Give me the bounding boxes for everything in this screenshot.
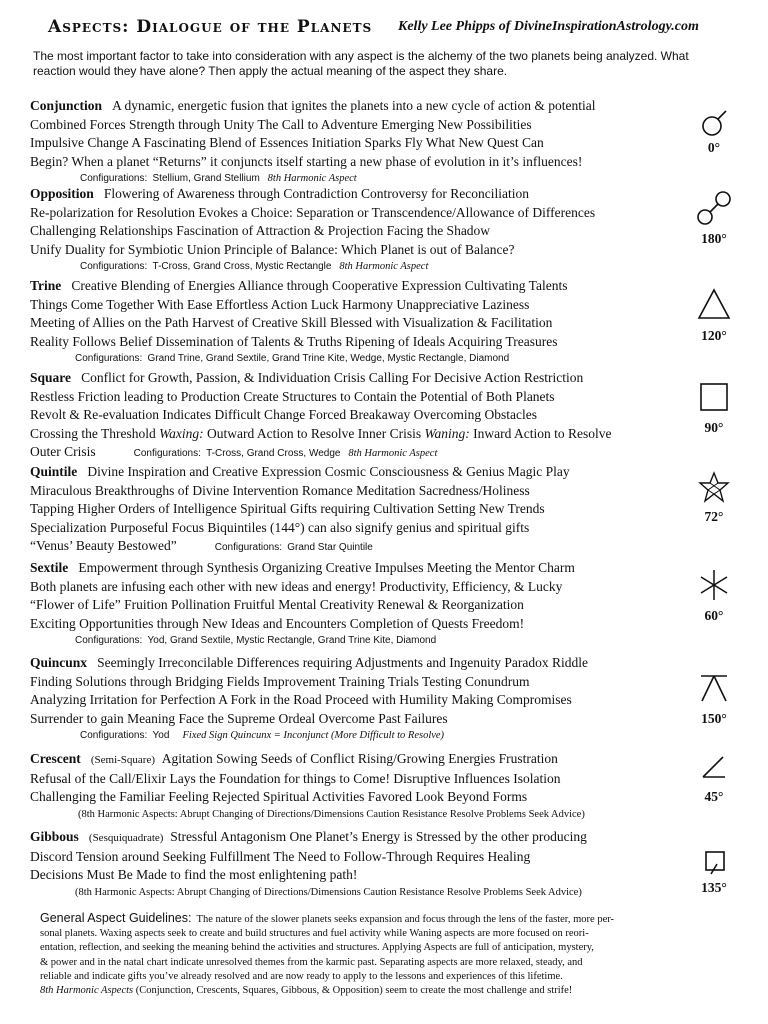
gibbous-symbol [686,846,742,896]
aspect-line: Reality Follows Belief Dissemination of Talents & Truths Ripening of Ideals Acquiring Treasures [30,333,558,349]
guidelines-line: reliable and indicate gifts you’ve already resolved and are now ready to apply to the lessons and experiences of this lifetime. [40,970,563,982]
aspect-line: Unify Duality for Symbiotic Union Principle of Balance: Which Planet is out of Balance? [30,241,515,257]
conjunction-glyph-icon [699,108,729,138]
aspect-line: Meeting of Allies on the Path Harvest of Creative Skill Blessed with Visualization & Facilitation [30,315,553,331]
aspect-quintile [30,463,700,556]
aspect-name: Quincunx [30,655,88,670]
degree-label: 180° [701,231,727,246]
aspect-name: Opposition [30,186,94,201]
aspect-lead: Stressful Antagonism One Planet’s Energy is Stressed by the other producing [170,829,587,844]
configurations-line: Configurations: Stellium, Grand Stellium 8th Harmonic Aspect [80,173,357,185]
aspect-line: Revolt & Re-evaluation Indicates Difficult Change Forced Breakaway Overcoming Obstacles [30,407,537,423]
aspect-lead: Conflict for Growth, Passion, & Individuation Crisis Calling For Decisive Action Restriction [81,370,584,385]
aspect-lead: A dynamic, energetic fusion that ignites the planets into a new cycle of action & potential [112,98,596,113]
harmonic-note: (8th Harmonic Aspects: Abrupt Changing of Directions/Dimensions Caution Resistance Resolve Problems Seek Advice) [75,886,582,898]
configurations-line: Configurations: Grand Trine, Grand Sextile, Grand Trine Kite, Wedge, Mystic Rectangle, Diamond [75,353,510,365]
semi-square-glyph-icon [699,753,729,781]
configurations-line: “Venus’ Beauty Bestowed” Configurations: Grand Star Quintile [30,538,373,554]
aspect-alias: (Semi-Square) [90,754,156,766]
harmonic-note: (8th Harmonic Aspects: Abrupt Changing of Directions/Dimensions Caution Resistance Resolve Problems Seek Advice) [78,808,585,820]
degree-label: 150° [701,711,727,726]
aspect-quincunx [30,654,700,744]
configurations-line: Configurations: Yod Fixed Sign Quincunx = Inconjunct (More Difficult to Resolve) [80,730,445,742]
aspect-trine [30,277,700,367]
aspect-name: Crescent [30,751,81,766]
aspect-name: Sextile [30,560,69,575]
aspect-name: Quintile [30,464,78,479]
aspect-name: Trine [30,278,62,293]
aspect-line: Combined Forces Strength through Unity The Call to Adventure Emerging New Possibilities [30,116,532,132]
crescent-symbol [686,753,742,805]
trine-glyph-icon [697,288,731,320]
aspect-gibbous [30,828,700,901]
aspect-line: Refusal of the Call/Elixir Lays the Foundation for things to Come! Disruptive Influences Isolation [30,770,561,786]
configurations-line: Configurations: Yod, Grand Sextile, Mystic Rectangle, Grand Trine Kite, Diamond [75,635,437,647]
aspect-alias: (Sesquiquadrate) [88,832,164,844]
guidelines-line: entation, reflection, and seeking the meaning behind the activities and structures. Applying Aspects are full of anticipation, mystery, [40,942,594,954]
aspect-line: Begin? When a planet “Returns” it conjuncts itself starting a new phase of evolution in it’s influences! [30,153,583,169]
aspect-line: Restless Friction leading to Production Create Structures to Contain the Potential of Both Planets [30,388,555,404]
sextile-symbol [686,568,742,624]
aspect-line: Crossing the Threshold Waxing: Outward Action to Resolve Inner Crisis Waning: Inward Action to Resolve [30,425,612,441]
aspect-line: Surrender to gain Meaning Face the Supreme Ordeal Overcome Past Failures [30,710,448,726]
conjunction-symbol [686,108,742,156]
intro-paragraph: The most important factor to take into consideration with any aspect is the alchemy of the two planets being analyzed. What reaction would they have alone? Then apply the actual meaning of the aspect they share. [33,49,689,78]
aspect-line: Miraculous Breakthroughs of Divine Intervention Romance Meditation Sacredness/Holiness [30,482,530,498]
quincunx-symbol [686,673,742,727]
guidelines-line: & power and in the natal chart indicate unresolved themes from the karmic past. Separating aspects are more relaxed, steady, and [40,956,583,968]
aspect-line: Analyzing Irritation for Perfection A Fork in the Road Proceed with Humility Making Compromises [30,692,572,708]
configurations-line: Outer Crisis Configurations: T-Cross, Grand Cross, Wedge 8th Harmonic Aspect [30,444,438,460]
guidelines-line: 8th Harmonic Aspects (Conjunction, Crescents, Squares, Gibbous, & Opposition) seem to create the most challenge and strife! [40,985,573,997]
aspect-lead: Agitation Sowing Seeds of Conflict Rising/Growing Energies Frustration [161,751,558,766]
aspect-name: Conjunction [30,98,103,113]
sextile-glyph-icon [697,568,731,602]
aspect-line: Specialization Purposeful Focus Biquintiles (144°) can also signify genius and spiritual gifts [30,519,530,535]
aspect-line: Discord Tension around Seeking Fulfillment The Need to Follow-Through Requires Healing [30,848,531,864]
aspect-lead: Seemingly Irreconcilable Differences requiring Adjustments and Ingenuity Paradox Riddle [97,655,589,670]
quintile-star-glyph-icon [698,471,730,503]
opposition-symbol [686,190,742,247]
quintile-symbol [686,471,742,525]
guidelines-heading: General Aspect Guidelines: [40,911,192,925]
opposition-glyph-icon [696,190,732,226]
aspect-line: Finding Solutions through Bridging Fields Improvement Training Trials Testing Conundrum [30,673,530,689]
degree-label: 120° [701,328,727,343]
square-symbol [686,382,742,436]
aspect-name: Gibbous [30,829,79,844]
aspect-line: Things Come Together With Ease Effortless Action Luck Harmony Unappreciative Laziness [30,296,530,312]
trine-symbol [686,288,742,344]
aspect-line: Decisions Must Be Made to find the most enlightening path! [30,867,358,883]
aspect-opposition [30,185,700,275]
degree-label: 45° [704,789,724,804]
degree-label: 60° [704,608,724,623]
aspect-crescent [30,750,700,823]
aspect-line: “Flower of Life” Fruition Pollination Fruitful Mental Creativity Renewal & Reorganization [30,597,524,613]
aspect-lead: Empowerment through Synthesis Organizing Creative Impulses Meeting the Mentor Charm [78,560,575,575]
aspect-square [30,369,700,462]
configurations-line: Configurations: T-Cross, Grand Cross, Mystic Rectangle 8th Harmonic Aspect [80,261,429,273]
aspect-lead: Flowering of Awareness through Contradiction Controversy for Reconciliation [103,186,529,201]
aspect-lead: Divine Inspiration and Creative Expression Cosmic Consciousness & Genius Magic Play [87,464,570,479]
guidelines-line: The nature of the slower planets seeks expansion and focus through the lens of the faster, more per- [196,914,615,925]
aspect-sextile [30,559,700,649]
guidelines-line: sonal planets. Waxing aspects seek to create and build structures and fuel activity while Waning aspects are more focused on reori- [40,928,589,940]
aspect-conjunction [30,97,700,187]
quincunx-glyph-icon [698,673,730,703]
sesquiquadrate-glyph-icon [699,846,729,876]
aspect-line: Challenging Relationships Fascination of Attraction & Projection Facing the Shadow [30,223,491,239]
degree-label: 135° [701,880,727,895]
aspect-line: Exciting Opportunities through New Ideas and Encounters Completion of Quests Freedom! [30,615,525,631]
aspect-lead: Creative Blending of Energies Alliance through Cooperative Expression Cultivating Talents [71,278,568,293]
aspect-line: Re-polarization for Resolution Evokes a Choice: Separation or Transcendence/Allowance of Differences [30,204,596,220]
degree-label: 0° [707,140,721,155]
degree-label: 90° [704,420,724,435]
general-guidelines [40,911,700,998]
square-glyph-icon [699,382,729,412]
aspect-line: Challenging the Familiar Feeling Rejected Spiritual Activities Favored Look Beyond Forms [30,789,528,805]
aspect-line: Impulsive Change A Fascinating Blend of Essences Initiation Sparks Fly What New Quest Can [30,135,544,151]
degree-label: 72° [704,509,724,524]
aspect-line: Both planets are infusing each other with new ideas and energy! Productivity, Efficiency, & Lucky [30,578,563,594]
aspect-line: Tapping Higher Orders of Intelligence Spiritual Gifts requiring Cultivation Setting New Trends [30,501,545,517]
author-credit: Kelly Lee Phipps of DivineInspirationAstrology.com [398,19,699,34]
document-title: Aspects: Dialogue of the Planets [48,17,373,37]
aspect-name: Square [30,370,72,385]
